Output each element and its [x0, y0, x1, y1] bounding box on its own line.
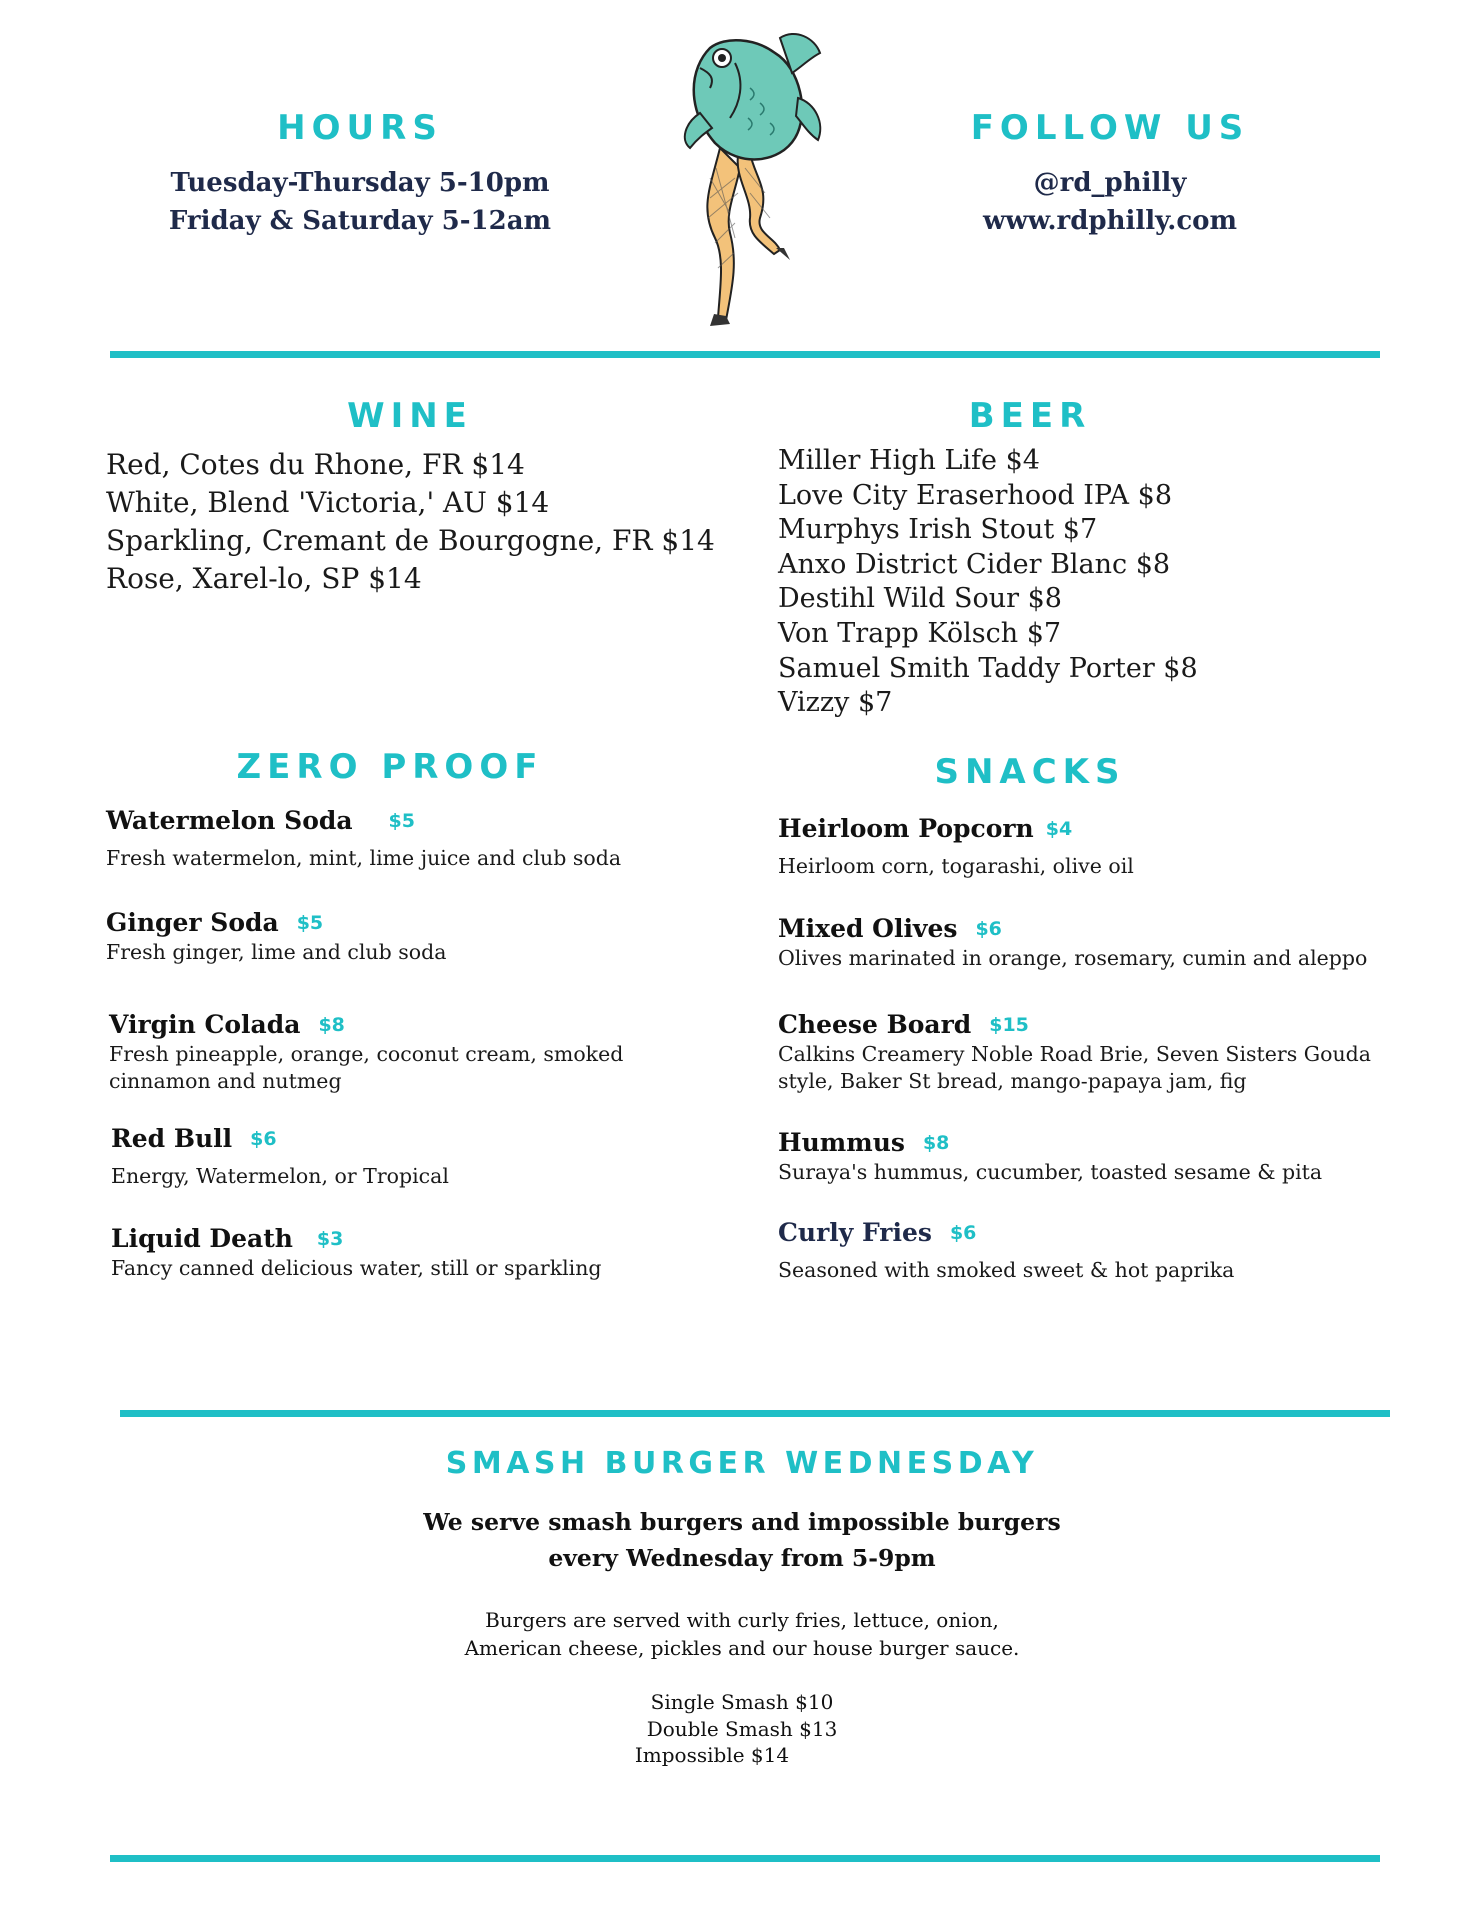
burger-intro-line-2: every Wednesday from 5-9pm: [548, 1544, 936, 1572]
item-description: Olives marinated in orange, rosemary, cumin and aleppo: [778, 946, 1368, 970]
item-price: $5: [296, 912, 324, 934]
divider-middle: [120, 1410, 1390, 1417]
item-name: Hummus: [778, 1128, 905, 1157]
wine-list: [106, 446, 715, 598]
beer-item: Von Trapp Kölsch $7: [778, 617, 1062, 649]
item-name: Heirloom Popcorn: [778, 814, 1034, 843]
zero-proof-item: [106, 908, 446, 966]
burger-option: Single Smash $10: [650, 1690, 834, 1714]
wine-title: WINE: [347, 396, 473, 436]
item-name: Liquid Death: [111, 1224, 293, 1253]
burger-desc-line-2: American cheese, pickles and our house burger sauce.: [464, 1636, 1020, 1660]
item-price: $8: [318, 1014, 345, 1036]
hours-line-2: Friday & Saturday 5-12am: [168, 206, 552, 236]
beer-item: Miller High Life $4: [778, 445, 1040, 476]
zero-proof-item: [111, 1124, 449, 1190]
snack-item: [778, 914, 1367, 972]
item-price: $5: [388, 810, 415, 832]
wine-item: Red, Cotes du Rhone, FR $14: [106, 448, 525, 481]
beer-title: BEER: [968, 396, 1092, 436]
item-description: Suraya's hummus, cucumber, toasted sesame & pita: [778, 1160, 1323, 1184]
item-description: cinnamon and nutmeg: [109, 1069, 342, 1093]
burger-option: Impossible $14: [634, 1743, 790, 1767]
item-description: Heirloom corn, togarashi, olive oil: [778, 854, 1134, 878]
item-price: $3: [316, 1228, 344, 1250]
item-name: Cheese Board: [778, 1010, 972, 1039]
wine-item: Sparkling, Cremant de Bourgogne, FR $14: [106, 524, 715, 557]
beer-item: Anxo District Cider Blanc $8: [778, 548, 1171, 580]
beer-list: [778, 444, 1198, 721]
item-name: Curly Fries: [778, 1218, 932, 1247]
fish-logo-icon: [680, 28, 830, 328]
instagram-handle[interactable]: @rd_philly: [1033, 168, 1187, 198]
item-description: Fresh pineapple, orange, coconut cream, smoked: [109, 1042, 624, 1066]
divider-top: [110, 351, 1380, 358]
burger-intro-line-1: We serve smash burgers and impossible burgers: [423, 1508, 1061, 1536]
item-description: Calkins Creamery Noble Road Brie, Seven Sisters Gouda: [778, 1042, 1372, 1066]
wine-item: Rose, Xarel-lo, SP $14: [106, 562, 422, 595]
zero-proof-title: ZERO PROOF: [236, 747, 544, 787]
item-description: Fancy canned delicious water, still or sparkling: [111, 1256, 602, 1280]
snack-item: [778, 1010, 1371, 1095]
item-price: $15: [989, 1014, 1029, 1036]
item-description: Seasoned with smoked sweet & hot paprika: [778, 1258, 1235, 1282]
beer-item: Murphys Irish Stout $7: [778, 514, 1098, 546]
item-price: $6: [250, 1128, 277, 1150]
website-link[interactable]: www.rdphilly.com: [982, 206, 1238, 236]
item-name: Watermelon Soda: [106, 806, 353, 835]
item-price: $4: [1045, 818, 1073, 840]
burger-title: SMASH BURGER WEDNESDAY: [445, 1446, 1039, 1481]
snack-item: [778, 814, 1134, 880]
item-description: Fresh watermelon, mint, lime juice and club soda: [106, 846, 622, 870]
zero-proof-item: [106, 806, 621, 872]
item-description: style, Baker St bread, mango-papaya jam, fig: [778, 1069, 1247, 1093]
item-name: Mixed Olives: [778, 914, 958, 943]
beer-item: Samuel Smith Taddy Porter $8: [778, 652, 1198, 684]
item-price: $8: [922, 1132, 950, 1154]
zero-proof-item: [111, 1224, 602, 1282]
item-name: Ginger Soda: [106, 908, 279, 937]
item-description: Energy, Watermelon, or Tropical: [111, 1164, 449, 1188]
follow-title: FOLLOW US: [970, 108, 1250, 148]
snack-item: [778, 1128, 1322, 1186]
item-price: $6: [975, 918, 1002, 940]
beer-item: Destihl Wild Sour $8: [778, 583, 1062, 615]
burger-desc-line-1: Burgers are served with curly fries, lettuce, onion,: [485, 1608, 999, 1632]
divider-bottom: [110, 1855, 1380, 1862]
item-description: Fresh ginger, lime and club soda: [106, 940, 447, 964]
burger-option: Double Smash $13: [646, 1717, 838, 1741]
item-name: Red Bull: [111, 1124, 233, 1153]
item-name: Virgin Colada: [109, 1010, 301, 1039]
snack-item: [778, 1218, 1234, 1284]
wine-item: White, Blend 'Victoria,' AU $14: [106, 486, 550, 519]
item-price: $6: [949, 1222, 977, 1244]
zero-proof-item: [109, 1010, 623, 1095]
beer-item: Love City Eraserhood IPA $8: [778, 479, 1172, 511]
hours-line-1: Tuesday-Thursday 5-10pm: [170, 168, 550, 198]
snacks-title: SNACKS: [934, 752, 1126, 792]
hours-title: HOURS: [277, 108, 443, 148]
beer-item: Vizzy $7: [778, 687, 893, 719]
